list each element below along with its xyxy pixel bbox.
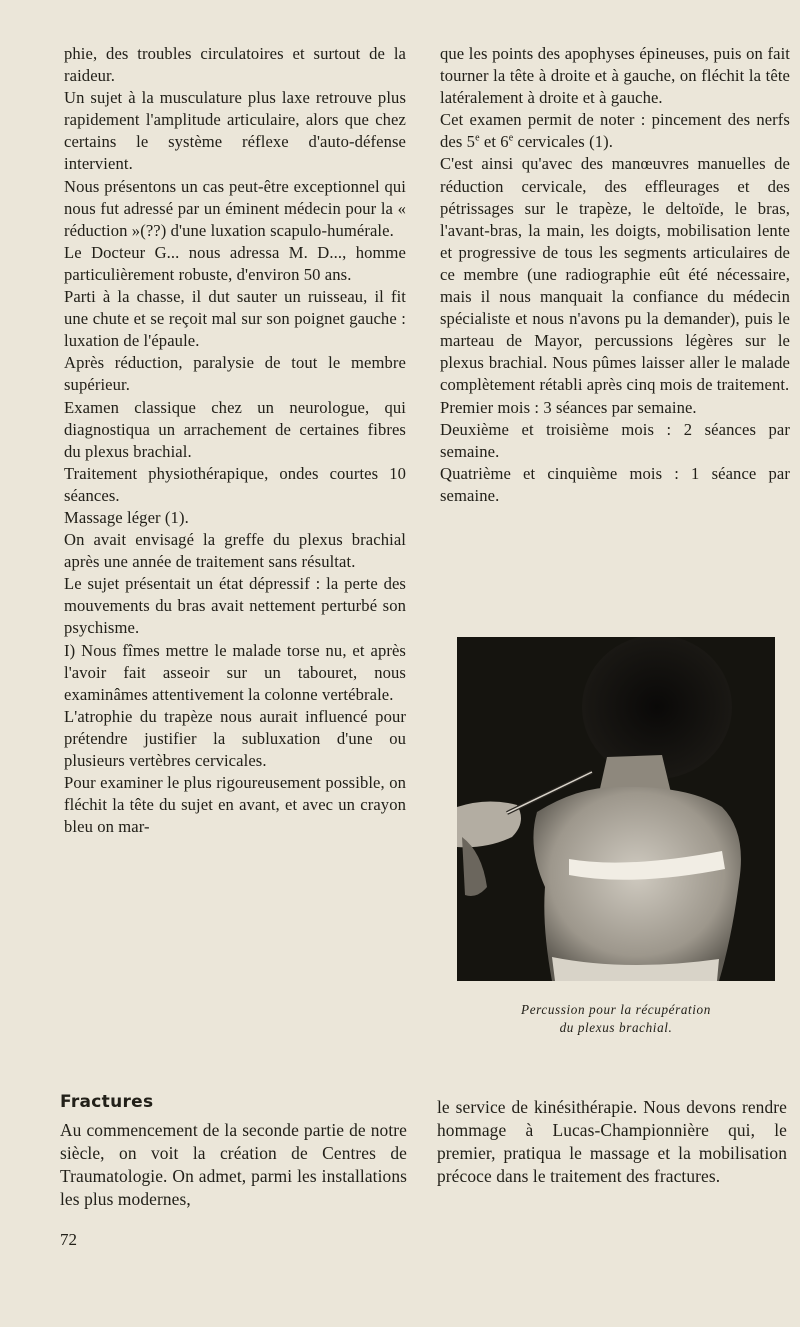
paragraph: Parti à la chasse, il dut sauter un ruisseau, il fit une chute et se reçoit mal sur son poignet gauche : luxation de l'épaule. (64, 287, 406, 351)
paragraph: Pour examiner le plus rigoureusement possible, on fléchit la tête du sujet en avant, et avec un crayon bleu on mar- (64, 773, 406, 837)
paragraph: le service de kinésithérapie. Nous devons rendre hommage à Lucas-Championnière qui, le premier, pratiqua le massage et la mobilisation précoce dans le traitement des fractures. (437, 1097, 787, 1186)
paragraph: Premier mois : 3 séances par semaine. (440, 397, 697, 417)
paragraph: Le Docteur G... nous adressa M. D..., homme particulièrement robuste, d'environ 50 ans. (64, 242, 406, 284)
paragraph: Traitement physiothérapique, ondes courtes 10 séances. (64, 463, 406, 505)
paragraph: Massage léger (1). (64, 507, 189, 527)
paragraph (440, 109, 790, 153)
caption-line: du plexus brachial. (559, 1020, 673, 1035)
paragraph: que les points des apophyses épineuses, puis on fait tourner la tête à droite et à gauche, on fléchit la tête latéralement à droite et à gauche. (440, 44, 790, 108)
fractures-right-text (437, 1096, 787, 1188)
photo-illustration (457, 637, 775, 981)
paragraph: Au commencement de la seconde partie de notre siècle, on voit la création de Centres de Traumatologie. On admet, parmi les installations les plus modernes, (60, 1120, 407, 1209)
paragraph: L'atrophie du trapèze nous aurait influencé pour prétendre justifier la subluxation d'une ou plusieurs vertèbres cervicales. (64, 706, 406, 770)
section-heading: Fractures (60, 1092, 154, 1112)
percussion-photo (457, 637, 775, 981)
paragraph: Un sujet à la musculature plus laxe retrouve plus rapidement l'amplitude articulaire, alors que chez certains le système réflexe d'auto-défense intervient. (64, 88, 406, 174)
paragraph: I) Nous fîmes mettre le malade torse nu, et après l'avoir fait asseoir sur un tabouret, nous examinâmes attentivement la colonne vertébrale. (64, 640, 406, 704)
left-text-column (64, 43, 406, 838)
superscript: e (475, 132, 480, 144)
right-text-column (440, 43, 790, 507)
paragraph: On avait envisagé la greffe du plexus brachial après une année de traitement sans résultat. (64, 530, 406, 572)
paragraph: Nous présentons un cas peut-être exceptionnel qui nous fut adressé par un éminent médecin pour la « réduction »(??) d'une luxation scapulo-humérale. (64, 176, 406, 240)
page-number: 72 (60, 1230, 77, 1249)
figure-caption (457, 1001, 775, 1037)
paragraph: Le sujet présentait un état dépressif : la perte des mouvements du bras avait nettement perturbé son psychisme. (64, 574, 406, 638)
paragraph: phie, des troubles circulatoires et surtout de la raideur. (64, 44, 406, 86)
text-fragment: cervicales (1). (513, 132, 613, 152)
figure (457, 637, 775, 1037)
superscript: e (508, 132, 514, 144)
paragraph: C'est ainsi qu'avec des manœuvres manuelles de réduction cervicale, des effleurages et des pétrissages sur le trapèze, le deltoïde, le bras, l'avant-bras, la main, les doigts, mobilisation lente et progressive de tous les segments articulaires de ce membre (une radiographie eût été nécessaire, mais il nous manquait la confiance du médecin spécialiste et nous n'avons pu la demander), puis le marteau de Mayor, percussions légères sur le plexus brachial. Nous pûmes laisser aller le malade complètement rétabli après cinq mois de traitement. (440, 154, 790, 395)
paragraph: Quatrième et cinquième mois : 1 séance par semaine. (440, 463, 790, 505)
paragraph: Deuxième et troisième mois : 2 séances par semaine. (440, 419, 790, 461)
text-fragment: Cet examen permit de noter : pincement des nerfs des 5 (440, 110, 790, 152)
fractures-left-text (60, 1119, 407, 1211)
text-fragment: et 6 (479, 132, 509, 152)
paragraph: Après réduction, paralysie de tout le membre supérieur. (64, 353, 406, 395)
paragraph: Examen classique chez un neurologue, qui diagnostiqua un arrachement de certaines fibres du plexus brachial. (64, 397, 406, 461)
caption-line: Percussion pour la récupération (521, 1002, 711, 1017)
